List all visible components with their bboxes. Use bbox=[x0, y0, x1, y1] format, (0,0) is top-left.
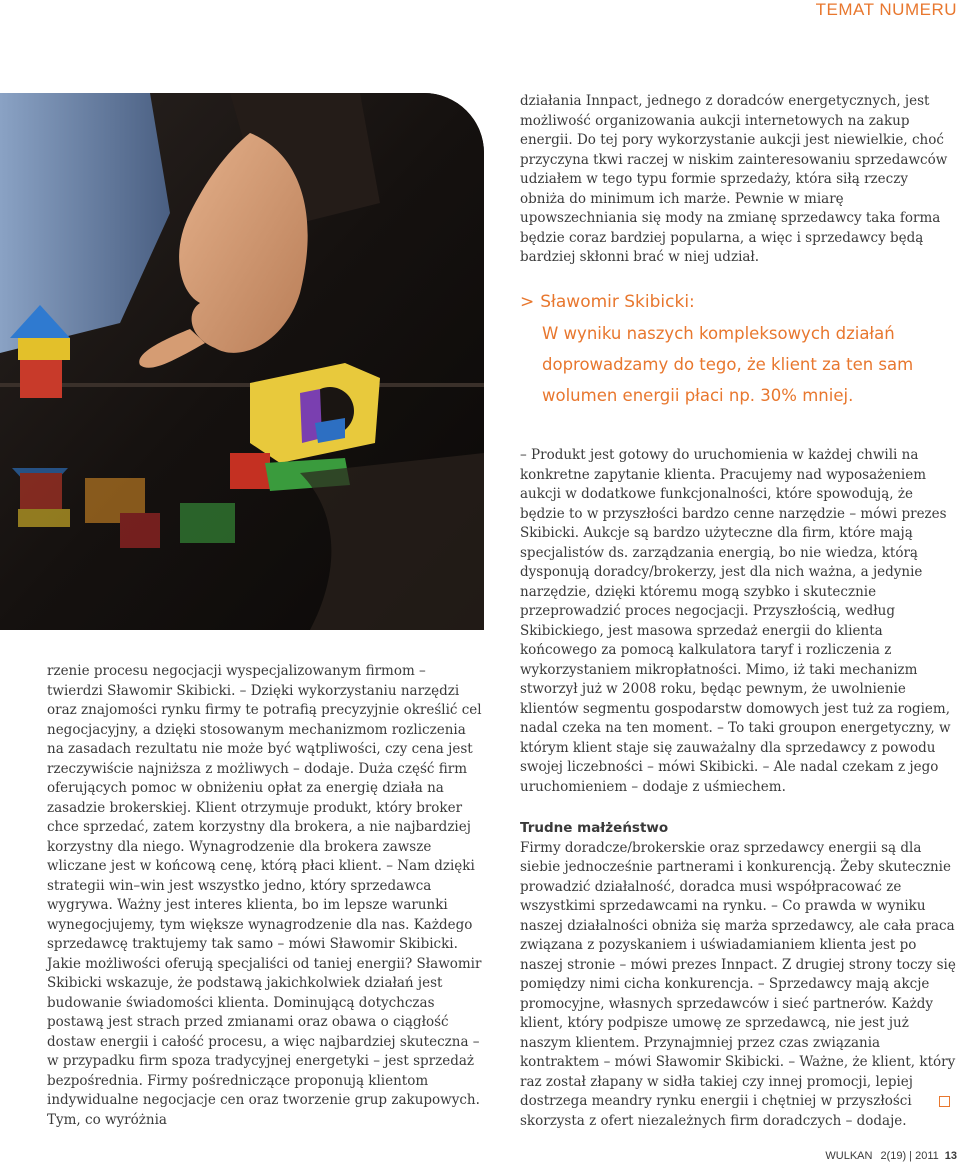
article-photo bbox=[0, 93, 484, 630]
arrow-icon: > bbox=[520, 292, 535, 312]
magazine-name: WULKAN bbox=[825, 1150, 873, 1162]
issue-number: 2(19) | 2011 bbox=[880, 1150, 939, 1162]
paragraph: Firmy doradcze/brokerskie oraz sprzedawcy energii są dla siebie jednocześnie partnerami i konkurencją. Żeby skutecznie prowadzić działalność, doradca musi współpracować ze wszystkimi sprzedawcami na rynku. – Co prawda w wyniku naszej działalności obniża się marża sprzedawcy, ale cała praca związana z pozyskaniem i uświadamianiem klienta jest po naszej stronie – mówi prezes Innpact. Z drugiej strony toczy się pomiędzy nimi cicha konkurencja. – Sprzedawcy mają akcje promocyjne, własnych sprzedawców i sieć partnerów. Każdy klient, który podpisze umowę ze sprzedawcą, nie jest już naszym klientem. Przynajmniej przez czas związania kontraktem – mówi Sławomir Skibicki. – Ważne, że klient, który raz został złapany w sidła takiej czy innej promocji, lepiej dostrzega meandry rynku energii i chętniej w przyszłości skorzysta z ofert niezależnych firm doradczych – dodaje. bbox=[520, 839, 956, 1129]
pull-quote-speaker: Sławomir Skibicki: bbox=[540, 292, 695, 312]
column-right-top bbox=[520, 92, 955, 268]
pull-quote bbox=[520, 292, 950, 411]
paragraph: działania Innpact, jednego z doradców energetycznych, jest możliwość organizowania aukcji internetowych na zakup energii. Do tej pory wykorzystanie aukcji jest niewielkie, choć przyczyna tkwi raczej w niskim zainteresowaniu sprzedawców udziałem w tego typu formie sprzedaży, która siłą rzeczy obniża do minimum ich marże. Pewnie w miarę upowszechniania się mody na zmianę sprzedawcy taka forma będzie coraz bardziej popularna, a więc i sprzedawcy będą bardziej skłonni brać w niej udział. bbox=[520, 93, 948, 265]
end-of-article-icon bbox=[939, 1096, 950, 1107]
page-number: 13 bbox=[944, 1150, 957, 1162]
pull-quote-header bbox=[520, 292, 950, 312]
column-left-bottom bbox=[47, 662, 483, 1130]
column-right-bottom bbox=[520, 446, 960, 1131]
subheading: Trudne małżeństwo bbox=[520, 820, 669, 836]
paragraph: rzenie procesu negocjacji wyspecjalizowanym firmom – twierdzi Sławomir Skibicki. – Dzięki wykorzystaniu narzędzi oraz znajomości rynku firmy te potrafią precyzyjnie określić cel negocjacyjny, a dzięki stosowanym mechanizmom rozliczenia na zasadach rezultatu nie może być wątpliwości, czy cena jest rzeczywiście najniższa z możliwych – dodaje. Duża część firm oferujących pomoc w obniżeniu opłat za energię działa na zasadzie brokerskiej. Klient otrzymuje produkt, który broker chce sprzedać, zatem korzystny dla brokera, a nie najbardziej korzystny dla niego. Wynagrodzenie dla brokera zawsze wliczane jest w końcową cenę, którą płaci klient. – Nam dzięki strategii win–win jest wszystko jedno, który sprzedawca wygrywa. Ważny jest interes klienta, bo im lepsze warunki wynegocjujemy, tym większe wynagrodzenie dla nas. Każdego sprzedawcę traktujemy tak samo – mówi Sławomir Skibicki. Jakie możliwości oferują specjaliści od taniej energii? Sławomir Skibicki wskazuje, że podstawą jakichkolwiek działań jest budowanie świadomości klienta. Dominującą dotychczas postawą jest strach przed zmianami oraz obawa o ciągłość dostaw energii i całość procesu, a więc najbardziej skuteczna – w przypadku firm spoza tradycyjnej energetyki – jest sprzedaż bezpośrednia. Firmy pośredniczące proponują klientom indywidualne negocjacje cen oraz tworzenie grup zakupowych. Tym, co wyróżnia bbox=[47, 663, 482, 1128]
paragraph: – Produkt jest gotowy do uruchomienia w każdej chwili na konkretne zapytanie klienta. Pracujemy nad wyposażeniem aukcji w dodatkowe funkcjonalności, które spowodują, że będzie to w przyszłości bardzo cenne narzędzie – mówi prezes Skibicki. Aukcje są bardzo użyteczne dla firm, które mają specjalistów ds. zarządzania energią, bo nie wiedza, którą dysponują doradcy/brokerzy, jest dla nich ważna, a jedynie narzędzie, dzięki któremu mogą szybko i skutecznie przeprowadzić proces negocjacji. Przyszłością, według Skibickiego, jest masowa sprzedaż energii do klienta końcowego za pomocą kalkulatora taryf i rozliczenia z wykorzystaniem mikropłatności. Mimo, iż taki mechanizm stworzył już w 2008 roku, będąc pewnym, że uwolnienie klientów segmentu gospodarstw domowych jest tuż za rogiem, nadal czeka na ten moment. – To taki groupon energetyczny, w którym klient staje się zauważalny dla sprzedawcy z powodu swojej liczebności – mówi Skibicki. – Ale nadal czekam z jego uruchomieniem – dodaje z uśmiechem. bbox=[520, 447, 951, 795]
pull-quote-text: W wyniku naszych kompleksowych działań doprowadzamy do tego, że klient za ten sam wolumen energii płaci np. 30% mniej. bbox=[542, 324, 914, 405]
page-footer bbox=[825, 1150, 957, 1162]
section-label: TEMAT NUMERU bbox=[815, 0, 957, 19]
